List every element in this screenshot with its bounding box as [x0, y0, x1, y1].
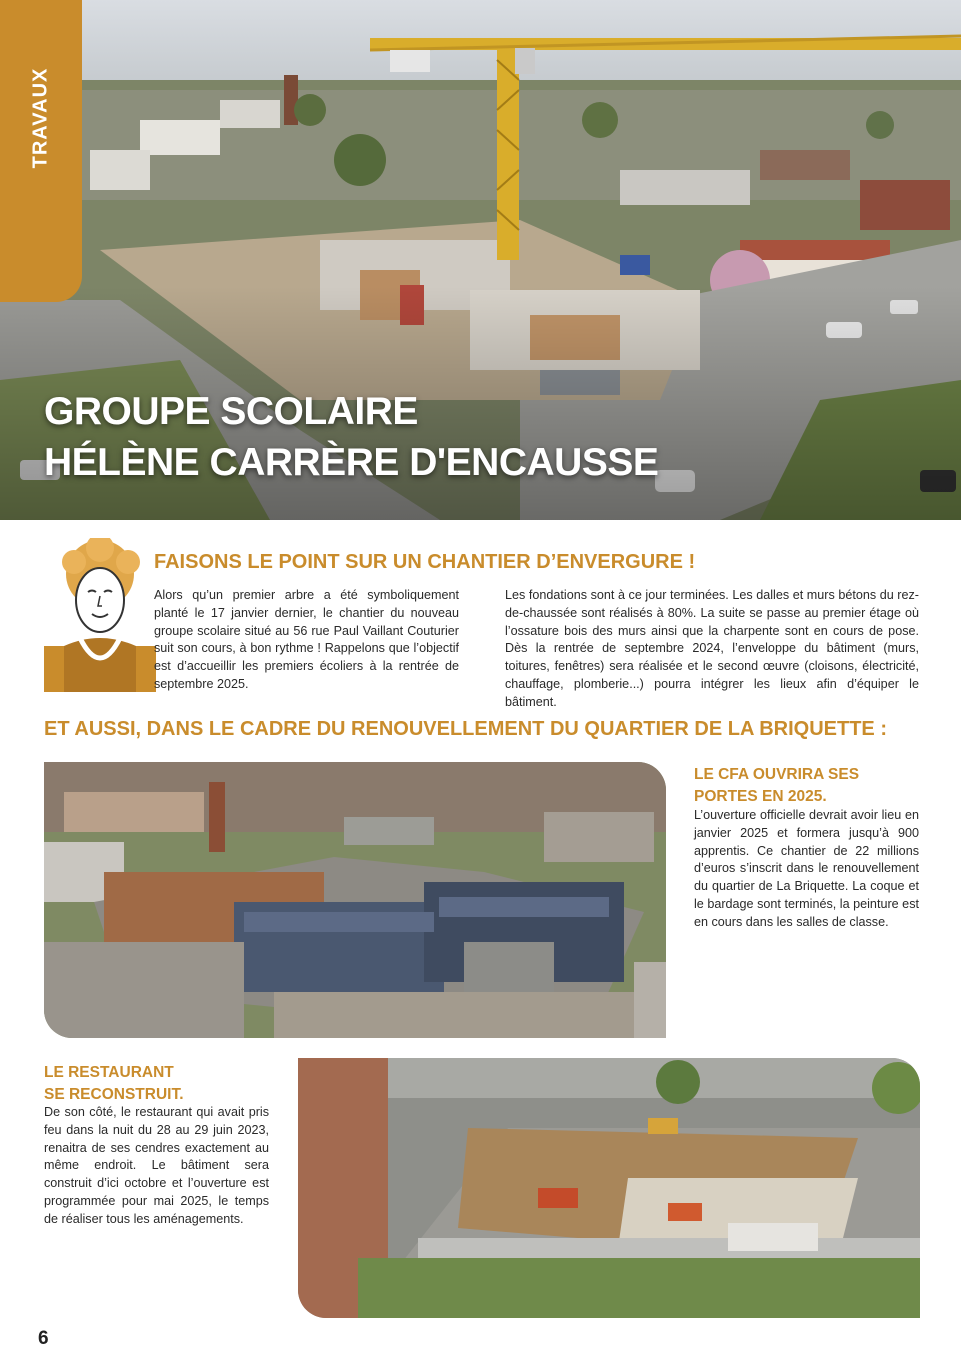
cfa-heading: [694, 764, 934, 808]
cfa-body: L’ouverture officielle devrait avoir lieu en janvier 2025 et formera jusqu’à 900 apprentis. Ce chantier de 22 millions d’euros s’inscrit dans le renouvellement du quartier de La Briquette. La coque et le bardage sont terminés, la peinture est en cours dans les salles de classe.: [694, 808, 919, 929]
hero-title-line1: GROUPE SCOLAIRE: [44, 390, 418, 433]
hero-title-line2: HÉLÈNE CARRÈRE D'ENCAUSSE: [44, 441, 659, 484]
restaurant-heading-line2: SE RECONSTRUIT.: [44, 1086, 184, 1103]
article-column-1: Alors qu’un premier arbre a été symboliquement planté le 17 janvier dernier, le chantier du nouveau groupe scolaire situé au 56 rue Paul Vaillant Couturier suit son cours, à bon rythme ! Rappelons que l’objectif est d’accueillir les premiers écoliers à la rentrée de septembre 2025.: [154, 588, 459, 691]
article-column-2: Les fondations sont à ce jour terminées. Les dalles et murs bétons du rez-de-chaussée sont réalisés à 80%. La suite se passe au premier étage où l’ossature bois des murs ainsi que la charpente sont en cours de pose. Dès la rentrée de septembre 2024, l’enveloppe du bâtiment (murs, toitures, fenêtres) sera réalisée et le second œuvre (cloisons, électricité, chauffage, plomberie...) pourra intégrer les lieux afin d’équiper le bâtiment.: [505, 588, 919, 709]
portrait-illustration: [44, 538, 156, 692]
restaurant-heading: [44, 1062, 284, 1106]
hero-title: [44, 386, 658, 488]
restaurant-body: De son côté, le restaurant qui avait pris feu dans la nuit du 28 au 29 juin 2023, renaitra de ses cendres exactement au même endroit. Le bâtiment sera construit d’ici octobre et l’ouverture est programmée pour mai 2025, le temps de réaliser tous les aménagements.: [44, 1105, 269, 1226]
cfa-construction-photo: [44, 762, 666, 1038]
cfa-heading-line2: PORTES EN 2025.: [694, 788, 827, 805]
subsection-heading: ET AUSSI, DANS LE CADRE DU RENOUVELLEMENT DU QUARTIER DE LA BRIQUETTE :: [44, 718, 887, 740]
restaurant-heading-line1: LE RESTAURANT: [44, 1064, 174, 1081]
cfa-heading-line1: LE CFA OUVRIRA SES: [694, 766, 860, 783]
section-label: TRAVAUX: [29, 67, 52, 169]
page-number: 6: [38, 1328, 49, 1349]
article-heading: FAISONS LE POINT SUR UN CHANTIER D’ENVERGURE !: [154, 551, 696, 573]
section-tab: [0, 0, 82, 302]
restaurant-construction-photo: [298, 1058, 920, 1318]
